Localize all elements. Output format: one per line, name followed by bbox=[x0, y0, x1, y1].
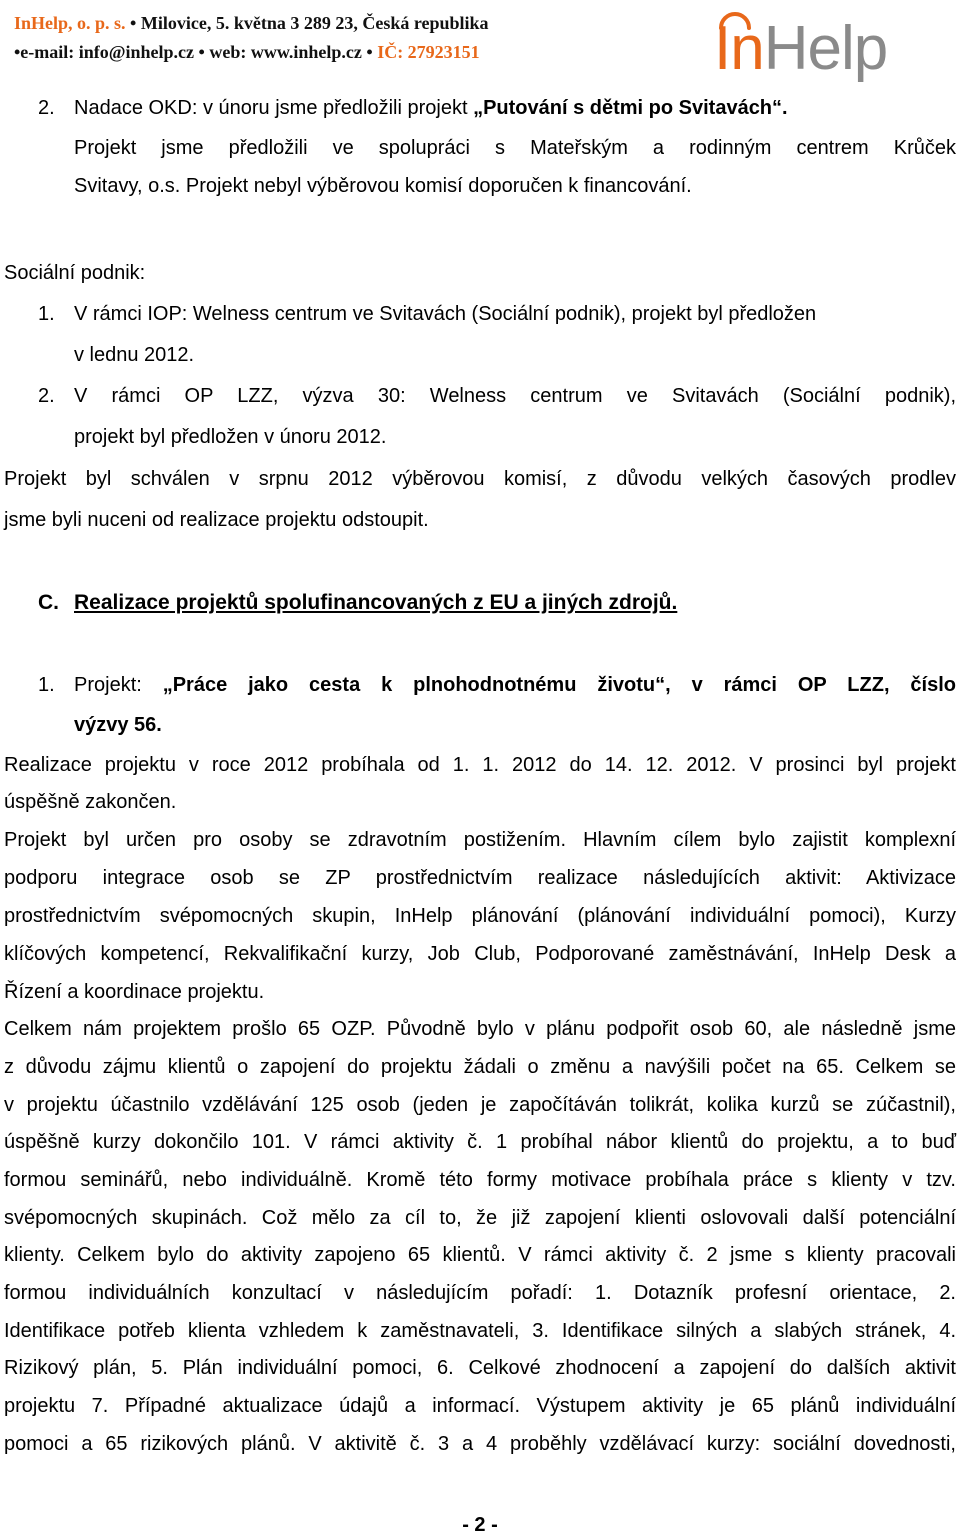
org-web: www.inhelp.cz bbox=[250, 42, 362, 62]
logo-wordmark: InHelp bbox=[714, 14, 888, 83]
paragraph-line: Řízení a koordinace projektu. bbox=[4, 981, 265, 1003]
section-letter: C. bbox=[38, 591, 59, 614]
paragraph-line: Projekt jsme předložili ve spolupráci s Mateřským a rodinným centrem Krůček bbox=[74, 137, 956, 159]
paragraph-line: projekt byl předložen v únoru 2012. bbox=[74, 426, 387, 448]
org-address: Milovice, 5. května 3 289 23, Česká republika bbox=[140, 13, 489, 33]
org-ic: IČ: 27923151 bbox=[377, 42, 480, 62]
letterhead-line-contact: •e-mail: info@inhelp.cz • web: www.inhelp.cz • IČ: 27923151 bbox=[14, 42, 480, 62]
inhelp-logo bbox=[714, 4, 904, 84]
paragraph-line: v projektu účastnilo vzdělávání 125 osob (jeden je započítáván tolikrát, kolika kurzů se zúčastnil), bbox=[4, 1094, 956, 1116]
paragraph-line: úspěšně zakončen. bbox=[4, 791, 177, 813]
paragraph-line: z důvodu zájmu klientů o zapojení do projektu žádali o změnu a navýšili počet na 65. Celkem se bbox=[4, 1056, 956, 1078]
paragraph-line: Projekt byl určen pro osoby se zdravotním postižením. Hlavním cílem bylo zajistit komplexní bbox=[4, 829, 956, 851]
paragraph-line: formou individuálních konzultací v následujícím pořadí: 1. Dotazník profesní orientace, 2. bbox=[4, 1282, 956, 1304]
paragraph-line: jsme byli nuceni od realizace projektu odstoupit. bbox=[4, 509, 429, 531]
list-number: 1. bbox=[38, 674, 55, 696]
letterhead-contact bbox=[14, 9, 489, 67]
paragraph-line: Nadace OKD: v únoru jsme předložili projekt „Putování s dětmi po Svitavách“. bbox=[74, 97, 788, 119]
paragraph-line: v lednu 2012. bbox=[74, 344, 195, 366]
org-email: info@inhelp.cz bbox=[78, 42, 195, 62]
paragraph-line: prostřednictvím svépomocných skupin, InHelp plánování (plánování individuální pomoci), Kurzy bbox=[4, 905, 956, 927]
paragraph-line: svépomocných skupinách. Což mělo za cíl to, že již zapojení klienti oslovovali další potenciální bbox=[4, 1207, 956, 1229]
list-number: 2. bbox=[38, 385, 55, 407]
letterhead bbox=[0, 0, 960, 83]
paragraph-line: V rámci OP LZZ, výzva 30: Welness centrum ve Svitavách (Sociální podnik), bbox=[74, 385, 956, 407]
project-title: „Práce jako cesta k plnohodnotnému životu“, v rámci OP LZZ, číslo bbox=[162, 674, 956, 696]
letterhead-line-address: InHelp, o. p. s. • Milovice, 5. května 3 289 23, Česká republika bbox=[14, 13, 489, 33]
paragraph-line: Projekt byl schválen v srpnu 2012 výběrovou komisí, z důvodu velkých časových prodlev bbox=[4, 468, 956, 490]
paragraph-line: pomoci a 65 rizikových plánů. V aktivitě č. 3 a 4 proběhly vzdělávací kurzy: sociální dovednosti, bbox=[4, 1433, 956, 1455]
paragraph-line: Celkem nám projektem prošlo 65 OZP. Původně bylo v plánu podpořit osob 60, ale následně jsme bbox=[4, 1018, 956, 1040]
paragraph-line: podporu integrace osob se ZP prostřednictvím realizace následujících aktivit: Aktivizace bbox=[4, 867, 956, 889]
section-heading: Sociální podnik: bbox=[4, 262, 146, 284]
paragraph-line: klíčových kompetencí, Rekvalifikační kurzy, Job Club, Podporované zaměstnávání, InHelp Desk a bbox=[4, 943, 956, 965]
section-title: Realizace projektů spolufinancovaných z EU a jiných zdrojů. bbox=[74, 591, 678, 614]
paragraph-line: Svitavy, o.s. Projekt nebyl výběrovou komisí doporučen k financování. bbox=[74, 175, 692, 197]
paragraph-line: úspěšně kurzy dokončilo 101. V rámci aktivity č. 1 probíhal nábor klientů do projektu, a to buď bbox=[4, 1131, 956, 1153]
project-title: „Putování s dětmi po Svitavách“. bbox=[473, 97, 788, 119]
paragraph-line: V rámci IOP: Welness centrum ve Svitavách (Sociální podnik), projekt byl předložen bbox=[74, 303, 817, 325]
paragraph-line: Identifikace potřeb klienta vzhledem k zaměstnavateli, 3. Identifikace silných a slabých stránek, 4. bbox=[4, 1320, 956, 1342]
list-number: 2. bbox=[38, 97, 55, 119]
paragraph-line: Projekt: „Práce jako cesta k plnohodnotnému životu“, v rámci OP LZZ, číslo bbox=[74, 674, 956, 696]
paragraph-line: klienty. Celkem bylo do aktivity zapojeno 65 klientů. V rámci aktivity č. 2 jsme s klienty pracovali bbox=[4, 1244, 956, 1266]
paragraph-line: formou seminářů, nebo individuálně. Kromě této formy motivace probíhala práce s klienty v tzv. bbox=[4, 1169, 956, 1191]
paragraph-line: výzvy 56. bbox=[74, 714, 162, 736]
paragraph-line: projektu 7. Případné aktualizace údajů a informací. Výstupem aktivity je 65 plánů individuální bbox=[4, 1395, 956, 1417]
paragraph-line: Rizikový plán, 5. Plán individuální pomoci, 6. Celkové zhodnocení a zapojení do dalších aktivit bbox=[4, 1357, 956, 1379]
paragraph-line: Realizace projektu v roce 2012 probíhala od 1. 1. 2012 do 14. 12. 2012. V prosinci byl projekt bbox=[4, 754, 956, 776]
page-number: - 2 - bbox=[462, 1514, 498, 1536]
list-number: 1. bbox=[38, 303, 55, 325]
org-name: InHelp, o. p. s. bbox=[14, 13, 126, 33]
